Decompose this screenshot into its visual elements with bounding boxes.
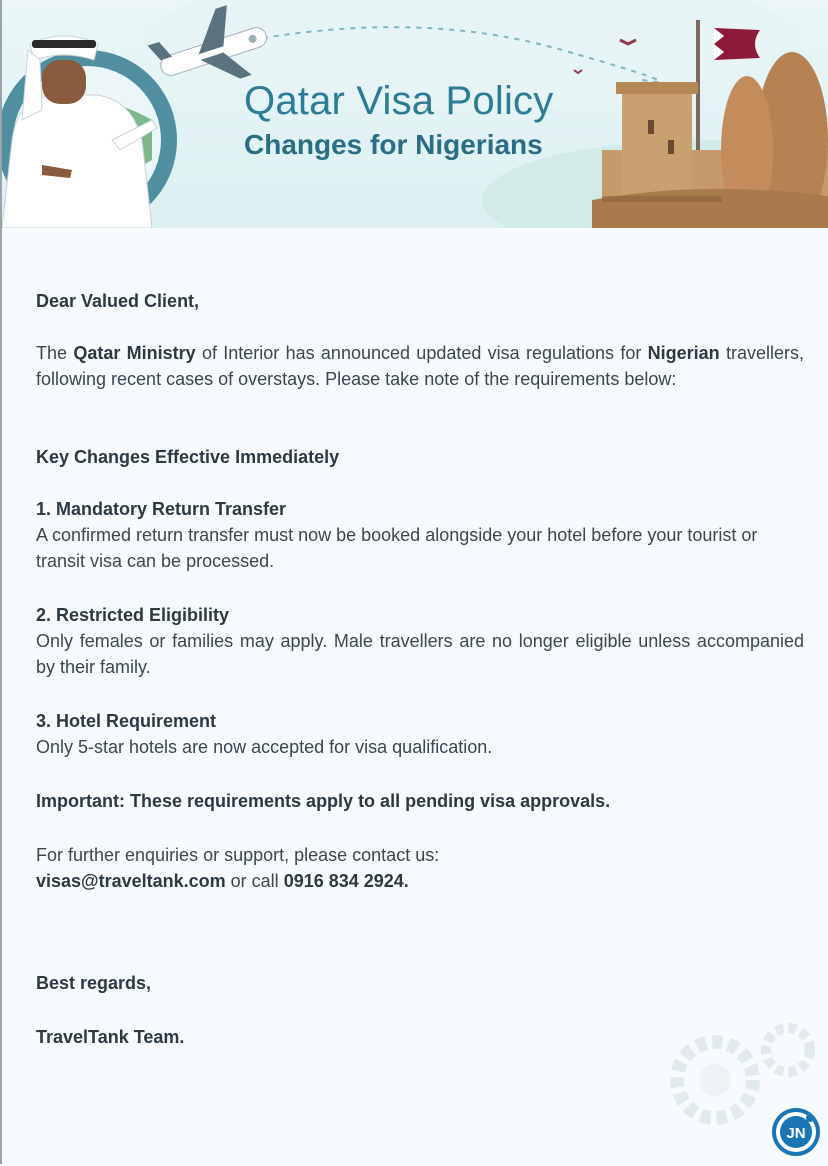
closing: Best regards, bbox=[36, 973, 152, 993]
banner-title-block bbox=[244, 78, 553, 162]
item-text: Only females or families may apply. Male travellers are no longer eligible unless accompanied by their family. bbox=[36, 631, 804, 677]
email-link[interactable]: visas@traveltank.com bbox=[36, 871, 226, 891]
intro-text-1: The bbox=[36, 343, 74, 363]
intro-paragraph bbox=[36, 340, 804, 392]
list-item bbox=[36, 708, 804, 760]
item-text: A confirmed return transfer must now be booked alongside your hotel before your tourist or transit visa can be processed. bbox=[36, 525, 758, 571]
jn-logo-text: JN bbox=[786, 1125, 806, 1142]
intro-text-2: of Interior has announced updated visa regulations for bbox=[195, 343, 648, 363]
page-subtitle: Changes for Nigerians bbox=[244, 129, 543, 160]
list-item bbox=[36, 602, 804, 680]
list-item bbox=[36, 496, 804, 574]
header-banner bbox=[2, 0, 828, 228]
section-title: Key Changes Effective Immediately bbox=[36, 447, 340, 467]
letter-body bbox=[36, 288, 804, 1050]
signature: TravelTank Team. bbox=[36, 1027, 185, 1047]
item-text: Only 5-star hotels are now accepted for visa qualification. bbox=[36, 737, 493, 757]
page-title: Qatar Visa Policy bbox=[244, 79, 554, 123]
contact-line: For further enquiries or support, please contact us: bbox=[36, 845, 440, 865]
contact-details bbox=[36, 868, 804, 894]
item-title: 3. Hotel Requirement bbox=[36, 711, 217, 731]
item-title: 1. Mandatory Return Transfer bbox=[36, 499, 287, 519]
jn-logo-icon bbox=[772, 1108, 820, 1156]
intro-bold-nigerian: Nigerian bbox=[647, 343, 720, 363]
item-title: 2. Restricted Eligibility bbox=[36, 605, 230, 625]
or-call-text: or call bbox=[225, 871, 284, 891]
phone-number[interactable]: 0916 834 2924. bbox=[283, 871, 409, 891]
important-note: Important: These requirements apply to all pending visa approvals. bbox=[36, 791, 611, 811]
intro-bold-ministry: Qatar Ministry bbox=[73, 343, 196, 363]
greeting: Dear Valued Client, bbox=[36, 291, 200, 311]
intro-text-3: travellers, following recent cases of overstays. Please take note of the requirements below: bbox=[36, 343, 804, 389]
